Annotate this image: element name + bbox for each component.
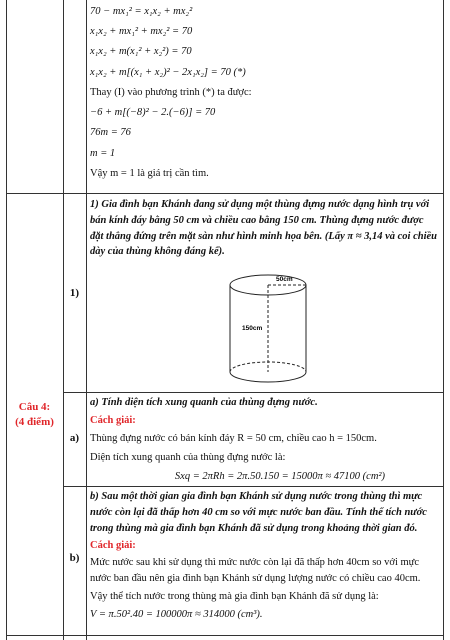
part-a-given: Thùng đựng nước có bán kính đáy R = 50 cm, chiều cao h = 150cm.: [90, 433, 377, 445]
part-1-statement: 1) Gia đình bạn Khánh đang sử dụng một thùng đựng nước dạng hình trụ với bán kính đáy bằng 50 cm và chiều cao bằng 150 cm. Thùng đựng nước được đặt thẳng đứng trên mặt sàn như hình minh họa bên. (Lấy π ≈ 3,14 và coi chiều dày của thùng không đáng kể).: [90, 199, 438, 258]
equation-line-7: m = 1: [90, 147, 116, 159]
part-b-number: b): [69, 552, 80, 564]
question-label: [6, 400, 63, 430]
part-b-method-label: Cách giải:: [90, 540, 136, 552]
table-border-bottom: [6, 635, 444, 636]
part-1-number: 1): [69, 287, 80, 299]
equation-line-2: x₁x₂ + mx₁² + mx₂² = 70: [90, 26, 193, 38]
part-b-content: [90, 489, 439, 622]
cylinder-figure: [213, 268, 323, 386]
conclusion-text: Vậy m = 1 là giá trị cần tìm.: [90, 167, 209, 179]
row-divider-top: [6, 193, 444, 194]
row-divider-b: [63, 486, 444, 487]
part-b-explanation: Mức nước sau khi sử dụng thì mức nước còn lại đã thấp hơn 40cm so với mực nước ban đầu nên gia đình bạn Khánh sử dụng lượng nước có chiều cao 40cm.: [90, 557, 421, 585]
solution-previous-part: [90, 4, 440, 181]
part-a-intro: Diện tích xung quanh của thùng đựng nước là:: [90, 451, 286, 463]
part-b-title: b) Sau một thời gian gia đình bạn Khánh sử dụng nước trong thùng thì mực nước còn lại đã thấp hơn 40 cm so với mực nước ban đầu. Tính thể tích nước trong thùng mà gia đình bạn Khánh đã sử dụng trong khoảng thời gian đó.: [90, 491, 427, 534]
equation-line-5: −6 + m[(−8)² − 2.(−6)] = 70: [90, 107, 216, 119]
question-points: (4 điểm): [15, 415, 54, 428]
table-border-right: [443, 0, 444, 640]
row-divider-a: [63, 392, 444, 393]
question-number: Câu 4:: [18, 401, 51, 413]
equation-line-3: x₁x₂ + m(x₁² + x₂²) = 70: [90, 46, 192, 58]
part-a-title: a) Tính diện tích xung quanh của thùng đựng nước.: [90, 397, 318, 408]
column-divider-1: [63, 0, 64, 640]
radius-label: 50cm: [276, 276, 293, 283]
cylinder-bottom-front: [230, 372, 306, 382]
part-b-intro: Vậy thể tích nước trong thùng mà gia đình bạn Khánh đã sử dụng là:: [90, 590, 379, 602]
answer-table: [6, 0, 444, 640]
part-a-formula: Sxq = 2πRh = 2π.50.150 = 15000π ≈ 47100 (cm²): [174, 470, 386, 482]
height-label: 150cm: [242, 325, 263, 332]
equation-line-4: x₁x₂ + m[(x₁ + x₂)² − 2x₁x₂] = 70 (*): [90, 66, 246, 78]
part-b-formula: V = π.50².40 = 100000π ≈ 314000 (cm³).: [90, 609, 263, 621]
column-divider-2: [86, 0, 87, 640]
part-a-content: [90, 395, 440, 484]
part-a-number: a): [69, 432, 80, 444]
equation-line-1: 70 − mx₁² = x₁x₂ + mx₂²: [90, 6, 193, 17]
part-a-method-label: Cách giải:: [90, 415, 136, 427]
equation-line-6: 76m = 76: [90, 127, 131, 139]
substitution-text: Thay (I) vào phương trình (*) ta được:: [90, 86, 252, 98]
table-border-left: [6, 0, 7, 640]
